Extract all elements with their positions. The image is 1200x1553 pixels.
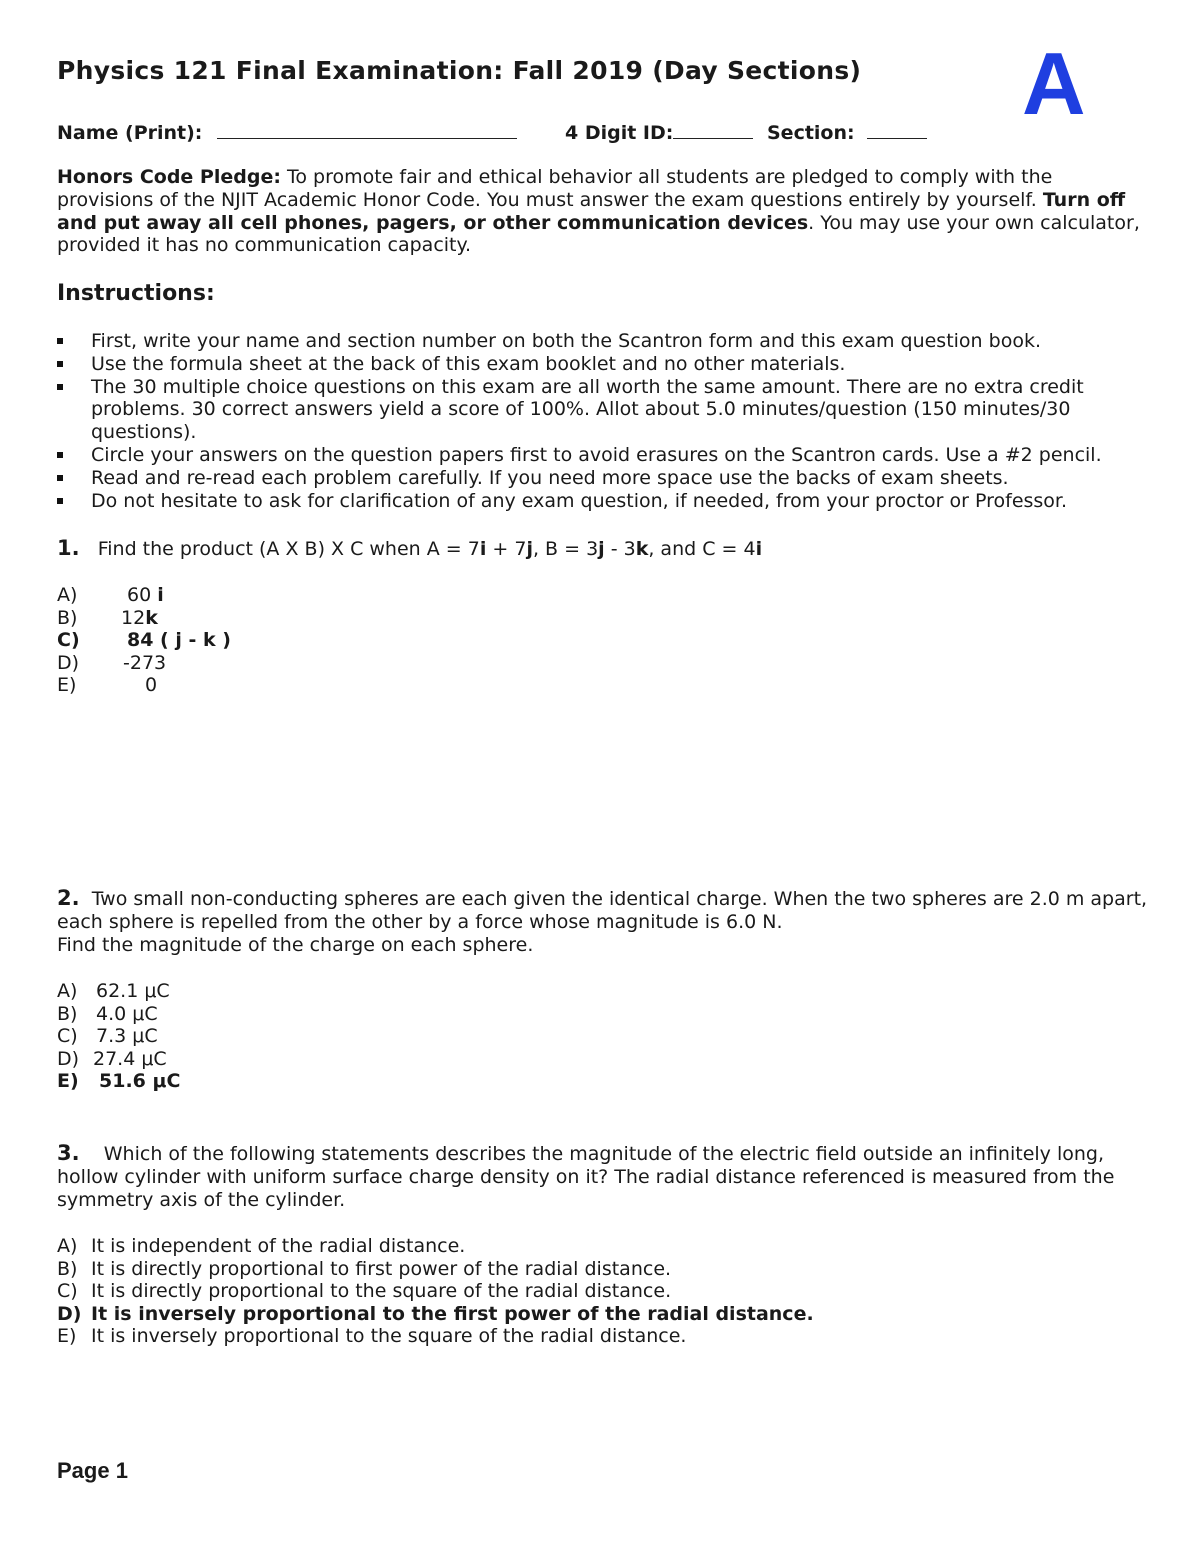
- option-a[interactable]: A) 62.1 μC: [57, 980, 170, 1002]
- question-2: 2. Two small non-conducting spheres are each given the identical charge. When the two spheres are 2.0 m apart, each sphere is repelled from the other by a force whose magnitude is 6.0 N. Find the magnitude of the charge on each sphere.: [57, 886, 1148, 956]
- instructions-heading: Instructions:: [57, 281, 215, 306]
- question-3: 3. Which of the following statements describes the magnitude of the electric field outside an infinitely long, hollow cylinder with uniform surface charge density on it? The radial distance referenced is measured from the symmetry axis of the cylinder.: [57, 1141, 1115, 1211]
- honor-pledge-text-end: . You may use your own calculator, provided it has no communication capacity.: [57, 211, 1140, 257]
- section-label: Section:: [767, 122, 855, 144]
- question-number: 3.: [57, 1141, 80, 1165]
- instruction-item: Circle your answers on the question papers first to avoid erasures on the Scantron cards. Use a #2 pencil.: [57, 444, 1157, 467]
- bullet-icon: [57, 338, 63, 344]
- name-blank[interactable]: [217, 120, 517, 139]
- section-field[interactable]: [767, 120, 927, 144]
- option-a[interactable]: A) It is independent of the radial distance.: [57, 1235, 466, 1257]
- option-e[interactable]: E) 51.6 μC: [57, 1070, 181, 1093]
- question-1: 1. Find the product (A X B) X C when A = 7i + 7j, B = 3j - 3k, and C = 4i: [57, 536, 763, 560]
- instruction-item: The 30 multiple choice questions on this exam are all worth the same amount. There are no extra credit problems. 30 correct answers yield a score of 100%. Allot about 5.0 minutes/question (150 minutes/30 questions).: [57, 376, 1157, 444]
- option-c[interactable]: C) It is directly proportional to the square of the radial distance.: [57, 1280, 672, 1303]
- option-c[interactable]: C) 7.3 μC: [57, 1025, 158, 1048]
- question-2-options: [57, 980, 180, 1093]
- name-field[interactable]: [57, 120, 517, 144]
- option-d[interactable]: D) 27.4 μC: [57, 1047, 167, 1070]
- exam-title: Physics 121 Final Examination: Fall 2019 (Day Sections): [57, 56, 862, 85]
- name-label: Name (Print):: [57, 122, 203, 144]
- option-c[interactable]: C) 84 ( j - k ): [57, 629, 231, 652]
- student-info-fields: [57, 120, 1157, 144]
- option-b[interactable]: B) 12k: [57, 606, 158, 629]
- option-b[interactable]: B) 4.0 μC: [57, 1002, 158, 1025]
- honor-pledge-bold: Turn off and put away all cell phones, pagers, or other communication devices: [57, 188, 1126, 234]
- honor-pledge-label: Honors Code Pledge:: [57, 166, 281, 188]
- option-a[interactable]: A) 60 i: [57, 584, 164, 606]
- question-3-options: [57, 1235, 814, 1348]
- id-label: 4 Digit ID:: [565, 122, 674, 144]
- id-field[interactable]: [565, 120, 753, 144]
- id-blank[interactable]: [673, 120, 753, 139]
- option-d[interactable]: D) It is inversely proportional to the first power of the radial distance.: [57, 1302, 814, 1325]
- page-number: Page 1: [57, 1458, 128, 1483]
- instruction-item: Use the formula sheet at the back of this exam booklet and no other materials.: [57, 353, 1157, 376]
- bullet-icon: [57, 452, 63, 458]
- question-1-options: [57, 584, 231, 697]
- option-e[interactable]: E) It is inversely proportional to the square of the radial distance.: [57, 1325, 687, 1348]
- bullet-icon: [57, 384, 63, 390]
- honor-pledge-text: To promote fair and ethical behavior all students are pledged to comply with the provisions of the NJIT Academic Honor Code. You must answer the exam questions entirely by yourself.: [57, 166, 1053, 211]
- option-e[interactable]: E) 0: [57, 674, 158, 697]
- bullet-icon: [57, 475, 63, 481]
- question-number: 1.: [57, 536, 80, 560]
- option-b[interactable]: B) It is directly proportional to first power of the radial distance.: [57, 1257, 672, 1280]
- bullet-icon: [57, 498, 63, 504]
- option-d[interactable]: D) -273: [57, 651, 167, 674]
- exam-version-letter: A: [1022, 34, 1086, 133]
- instruction-item: First, write your name and section number on both the Scantron form and this exam question book.: [57, 330, 1157, 353]
- question-number: 2.: [57, 886, 80, 910]
- instruction-item: Do not hesitate to ask for clarification of any exam question, if needed, from your proctor or Professor.: [57, 490, 1157, 513]
- instructions-list: [57, 330, 1157, 512]
- instruction-item: Read and re-read each problem carefully. If you need more space use the backs of exam sheets.: [57, 467, 1157, 490]
- bullet-icon: [57, 361, 63, 367]
- section-blank[interactable]: [867, 120, 927, 139]
- honor-pledge: [57, 166, 1147, 257]
